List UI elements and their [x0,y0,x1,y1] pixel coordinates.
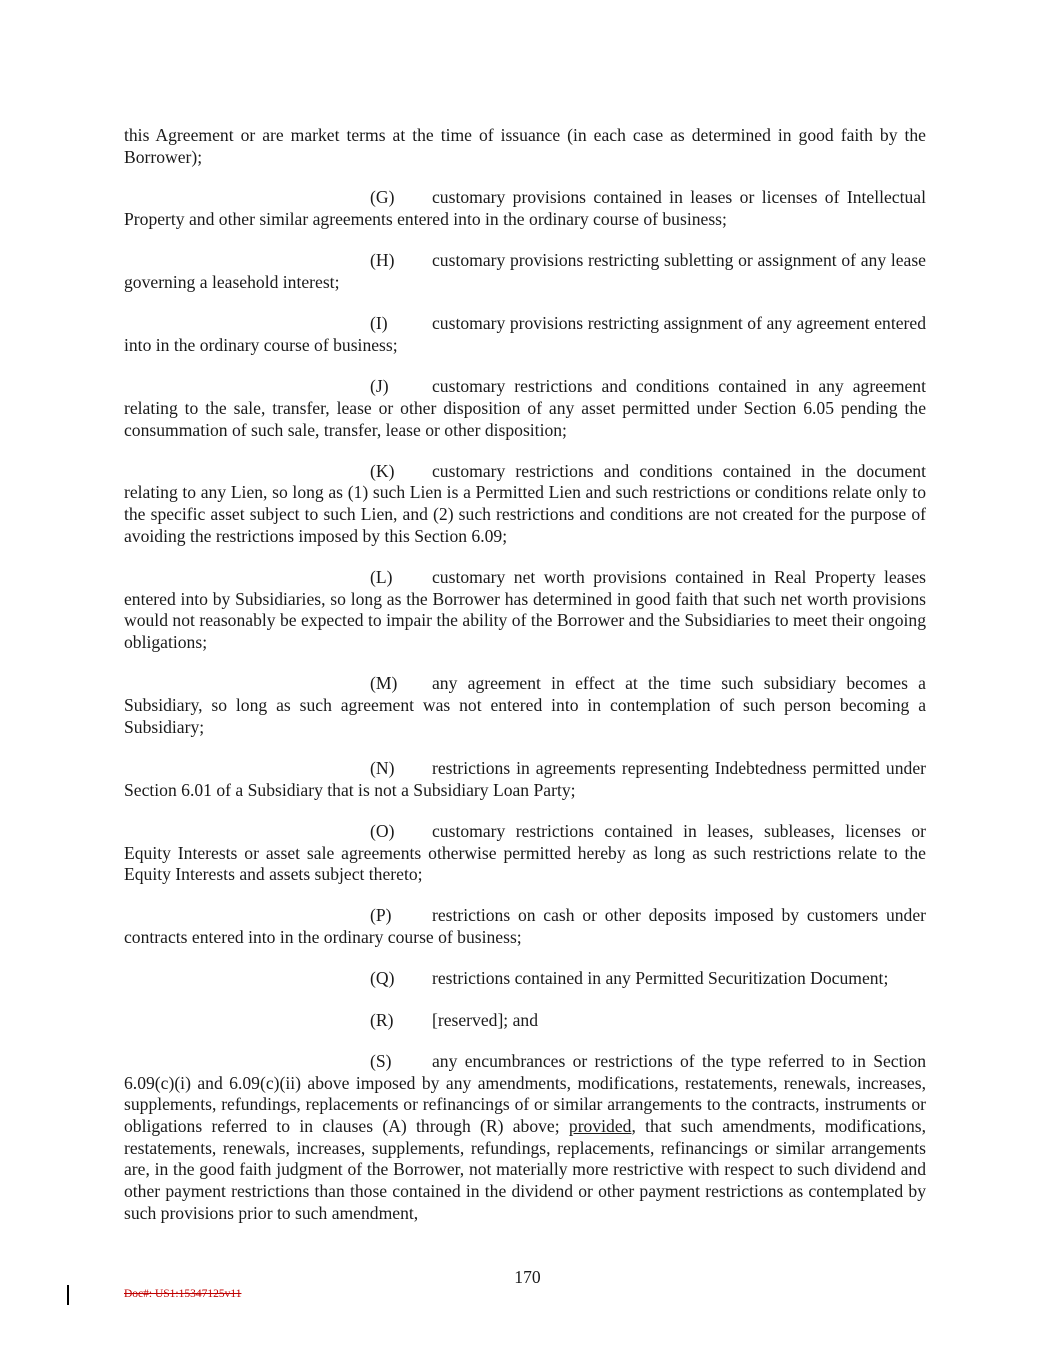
clause-j [124,376,926,441]
clause-s [124,1051,926,1225]
clause-h [124,250,926,293]
clause-text: customary restrictions and conditions contained in the document relating to any Lien, so long as (1) such Lien is a Permitted Lien and such restrictions or conditions relate only to the specific asset subject to such Lien, and (2) such restrictions and conditions are not created for the purpose of avoiding the restrictions imposed by this Section 6.09; [124,460,926,546]
clause-g [124,187,926,230]
page-number: 170 [514,1267,541,1287]
clause-text: customary restrictions contained in leases, subleases, licenses or Equity Interests or asset sale agreements otherwise permitted hereby as long as such restrictions relate to the Equity Interests and assets subject thereto; [124,820,926,885]
clause-text: [reserved]; and [432,1009,538,1030]
clause-m [124,673,926,738]
clause-label: (I) [370,313,388,334]
clause-label: (O) [370,820,395,841]
clause-r [124,1010,926,1032]
clause-text: any encumbrances or restrictions of the type referred to in Section 6.09(c)(i) and 6.09(c)(ii) above imposed by any amendments, modifications, restatements, renewals, increases, supplements, refundings, replacements or refinancings of or similar arrangements to the contracts, instruments or obligations referred to in clauses (A) through (R) above; [124,1050,926,1136]
clause-text: restrictions in agreements representing Indebtedness permitted under Section 6.01 of a Subsidiary that is not a Subsidiary Loan Party; [124,757,926,800]
provided-term: provided [568,1115,632,1136]
clause-label: (P) [370,905,392,926]
clause-text-continued: , that such amendments, modifications, restatements, renewals, increases, supplements, refundings, replacements, refinancings or similar arrangements are, in the good faith judgment of the Borrower, not materially more restrictive with respect to such dividend and other payment restrictions than those contained in the dividend or other payment restrictions as contemplated by such provisions prior to such amendment, [124,1115,927,1223]
clause-text: customary provisions restricting subletting or assignment of any lease governing a leasehold interest; [124,250,926,293]
clause-k [124,461,926,548]
document-body [124,125,926,1244]
clause-n [124,758,926,801]
clause-p [124,905,926,948]
clause-l [124,567,926,654]
clause-text: customary restrictions and conditions contained in any agreement relating to the sale, transfer, lease or other disposition of any asset permitted under Section 6.05 pending the consummation of such sale, transfer, lease or other disposition; [124,376,926,440]
continuation-paragraph: this Agreement or are market terms at the time of issuance (in each case as determined in good faith by the Borrower); [124,125,926,167]
clause-label: (K) [370,460,395,481]
clause-label: (J) [370,376,389,397]
clause-text: customary provisions contained in leases or licenses of Intellectual Property and other similar agreements entered into in the ordinary course of business; [124,187,926,230]
document-id: Doc#: US1:15347125v11 [124,1288,242,1300]
clause-label: (G) [370,187,395,208]
clause-label: (N) [370,757,395,778]
clause-label: (R) [370,1009,394,1030]
clause-label: (H) [370,250,395,271]
clause-text: any agreement in effect at the time such subsidiary becomes a Subsidiary, so long as such agreement was not entered into in contemplation of such person becoming a Subsidiary; [124,673,926,737]
revision-change-bar [67,1285,69,1305]
clause-label: (M) [370,673,398,694]
clause-label: (Q) [370,968,395,989]
clause-text: restrictions contained in any Permitted Securitization Document; [432,968,889,989]
clause-label: (L) [370,567,393,588]
clause-text: restrictions on cash or other deposits imposed by customers under contracts entered into in the ordinary course of business; [124,905,926,948]
clause-text: customary provisions restricting assignment of any agreement entered into in the ordinary course of business; [124,313,926,355]
clause-label: (S) [370,1050,392,1071]
clause-o [124,821,926,886]
clause-q [124,968,926,990]
clause-i [124,313,926,356]
clause-text: customary net worth provisions contained in Real Property leases entered into by Subsidiaries, so long as the Borrower has determined in good faith that such net worth provisions would not reasonably be expected to impair the ability of the Borrower and the Subsidiaries to meet their ongoing obligations; [124,567,926,653]
